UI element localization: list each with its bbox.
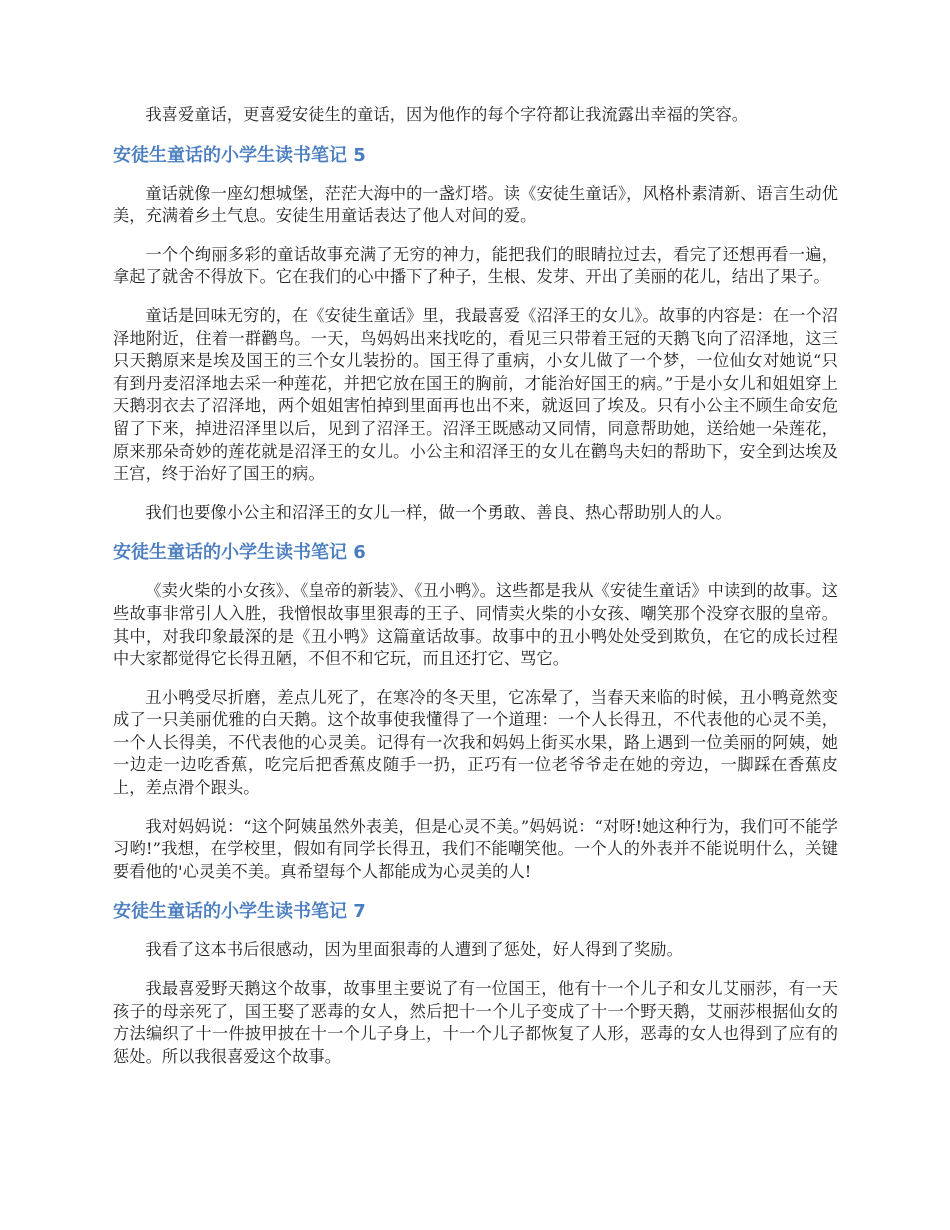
section-7-paragraph-2: 我最喜爱野天鹅这个故事，故事里主要说了有一位国王，他有十一个儿子和女儿艾丽莎，有一天孩子的母亲死了，国王娶了恶毒的女人，然后把十一个儿子变成了十一个野天鹅，艾丽莎根据仙女的方法编织了十一件披甲披在十一个儿子身上，十一个儿子都恢复了人形，恶毒的女人也得到了应有的惩处。所以我很喜爱这个故事。 <box>113 979 838 1066</box>
section-6-paragraph-3: 我对妈妈说：“这个阿姨虽然外表美，但是心灵不美。”妈妈说：“对呀!她这种行为，我们可不能学习哟!”我想，在学校里，假如有同学长得丑，我们不能嘲笑他。一个人的外表并不能说明什么，关键要看他的'心灵美不美。真希望每个人都能成为心灵美的人! <box>113 816 838 881</box>
section-6-paragraph-2: 丑小鸭受尽折磨，差点儿死了，在寒冷的冬天里，它冻晕了，当春天来临的时候，丑小鸭竟然变成了一只美丽优雅的白天鹅。这个故事使我懂得了一个道理：一个人长得丑，不代表他的心灵不美，一个人长得美，不代表他的心灵美。记得有一次我和妈妈上街买水果，路上遇到一位美丽的阿姨，她一边走一边吃香蕉，吃完后把香蕉皮随手一扔，正巧有一位老爷爷走在她的旁边，一脚踩在香蕉皮上，差点滑个跟头。 <box>113 687 838 798</box>
section-7-paragraph-1: 我看了这本书后很感动，因为里面狠毒的人遭到了惩处，好人得到了奖励。 <box>145 940 683 960</box>
section-5-paragraph-3: 童话是回味无穷的，在《安徒生童话》里，我最喜爱《沼泽王的女儿》。故事的内容是：在一个沼泽地附近，住着一群鹳鸟。一天，鸟妈妈出来找吃的，看见三只带着王冠的天鹅飞向了沼泽地，这三只天鹅原来是埃及国王的三个女儿装扮的。国王得了重病，小女儿做了一个梦，一位仙女对她说“只有到丹麦沼泽地去采一种莲花，并把它放在国王的胸前，才能治好国王的病。”于是小女儿和姐姐穿上天鹅羽衣去了沼泽地，两个姐姐害怕掉到里面再也出不来，就返回了埃及。只有小公主不顾生命安危留了下来，掉进沼泽里以后，见到了沼泽王。沼泽王既感动又同情，同意帮助她，送给她一朵莲花，原来那朵奇妙的莲花就是沼泽王的女儿。小公主和沼泽王的女儿在鹳鸟夫妇的帮助下，安全到达埃及王宫，终于治好了国王的病。 <box>113 305 838 484</box>
section-heading-7: 安徒生童话的小学生读书笔记 7 <box>113 901 366 923</box>
section-5-paragraph-2: 一个个绚丽多彩的童话故事充满了无穷的神力，能把我们的眼睛拉过去，看完了还想再看一遍，拿起了就舍不得放下。它在我们的心中播下了种子，生根、发芽、开出了美丽的花儿，结出了果子。 <box>113 244 838 287</box>
section-heading-6: 安徒生童话的小学生读书笔记 6 <box>113 542 366 564</box>
section-5-paragraph-1: 童话就像一座幻想城堡，茫茫大海中的一盏灯塔。读《安徒生童话》，风格朴素清新、语言生动优美，充满着乡土气息。安徒生用童话表达了他人对间的爱。 <box>113 183 838 226</box>
section-5-paragraph-4: 我们也要像小公主和沼泽王的女儿一样，做一个勇敢、善良、热心帮助别人的人。 <box>145 502 732 522</box>
intro-paragraph: 我喜爱童话，更喜爱安徒生的童话，因为他作的每个字符都让我流露出幸福的笑容。 <box>145 105 749 124</box>
document-page <box>113 104 838 1084</box>
section-heading-5: 安徒生童话的小学生读书笔记 5 <box>113 144 366 166</box>
section-6-paragraph-1: 《卖火柴的小女孩》、《皇帝的新装》、《丑小鸭》。这些都是我从《安徒生童话》中读到的故事。这些故事非常引人入胜，我憎恨故事里狠毒的王子、同情卖火柴的小女孩、嘲笑那个没穿衣服的皇帝。其中，对我印象最深的是《丑小鸭》这篇童话故事。故事中的丑小鸭处处受到欺负，在它的成长过程中大家都觉得它长得丑陋，不但不和它玩，而且还打它、骂它。 <box>113 581 838 669</box>
